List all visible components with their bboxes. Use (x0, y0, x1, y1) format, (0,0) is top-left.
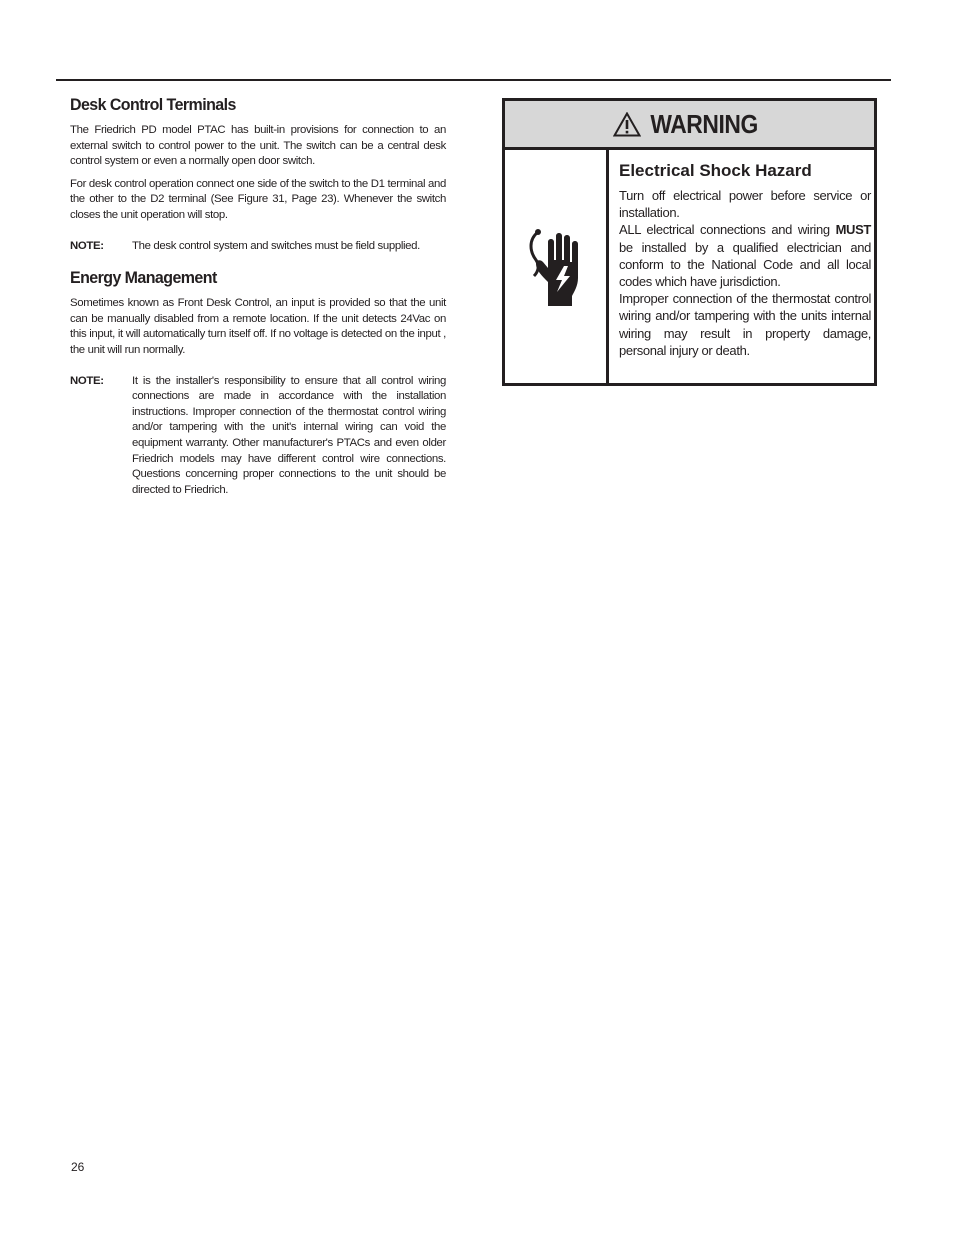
warning-line-3: Improper connection of the thermostat control wiring and/or tampering with the units internal wiring may result in property damage, personal injury or death. (619, 291, 871, 358)
energy-paragraph-1: Sometimes known as Front Desk Control, an input is provided so that the unit can be manually disabled from a remote location. If the unit detects 24Vac on this input, it will automatically turn itself off. If no voltage is detected on the input , the unit will run normally. (70, 297, 446, 356)
warning-must: MUST (835, 222, 871, 238)
warning-heading: WARNING (650, 108, 759, 139)
desk-paragraph-2: For desk control operation connect one side of the switch to the D1 terminal and the other to the D2 terminal (See Figure 31, Page 23). Whenever the switch closes the unit operation will stop. (70, 177, 446, 221)
warning-line-2 (619, 221, 871, 290)
hazard-icon-cell (505, 150, 609, 383)
warning-line-2c: be installed by a qualified electrician and conform to the National Code and all local codes which have jurisdiction. (619, 239, 871, 290)
desk-paragraph-1: The Friedrich PD model PTAC has built-in provisions for connection to an external switch to control power to the unit. The switch can be a central desk control system or even a normally open door switch. (70, 124, 446, 168)
desk-note (70, 239, 446, 255)
electric-shock-hand-icon (526, 226, 586, 308)
warning-box (502, 98, 877, 386)
page-number: 26 (71, 1160, 85, 1174)
note-text: It is the installer's responsibility to ensure that all control wiring connections are made in accordance with the installation instructions. Improper connection of the thermostat control wiring and/or tampering with the unit's internal wiring can void the equipment warranty. Other manufacturer's PTACs and even older Friedrich models may have different control wire connections. Questions concerning proper connections to the unit should be directed to Friedrich. (132, 374, 446, 496)
section-title-energy-management: Energy Management (70, 268, 217, 288)
warning-triangle-icon (613, 112, 641, 137)
note-text: The desk control system and switches must be field supplied. (132, 239, 420, 252)
warning-header (505, 101, 874, 150)
hazard-title: Electrical Shock Hazard (619, 161, 812, 180)
energy-note (70, 374, 446, 499)
section-title-desk-control: Desk Control Terminals (70, 95, 236, 114)
note-label: NOTE: (70, 239, 104, 252)
warning-line-2a: ALL electrical connections and wiring (619, 222, 836, 238)
warning-text-cell (619, 161, 871, 359)
note-label: NOTE: (70, 374, 104, 387)
top-rule (56, 79, 891, 81)
left-column (70, 95, 446, 498)
warning-line-1: Turn off electrical power before service or installation. (619, 188, 871, 221)
